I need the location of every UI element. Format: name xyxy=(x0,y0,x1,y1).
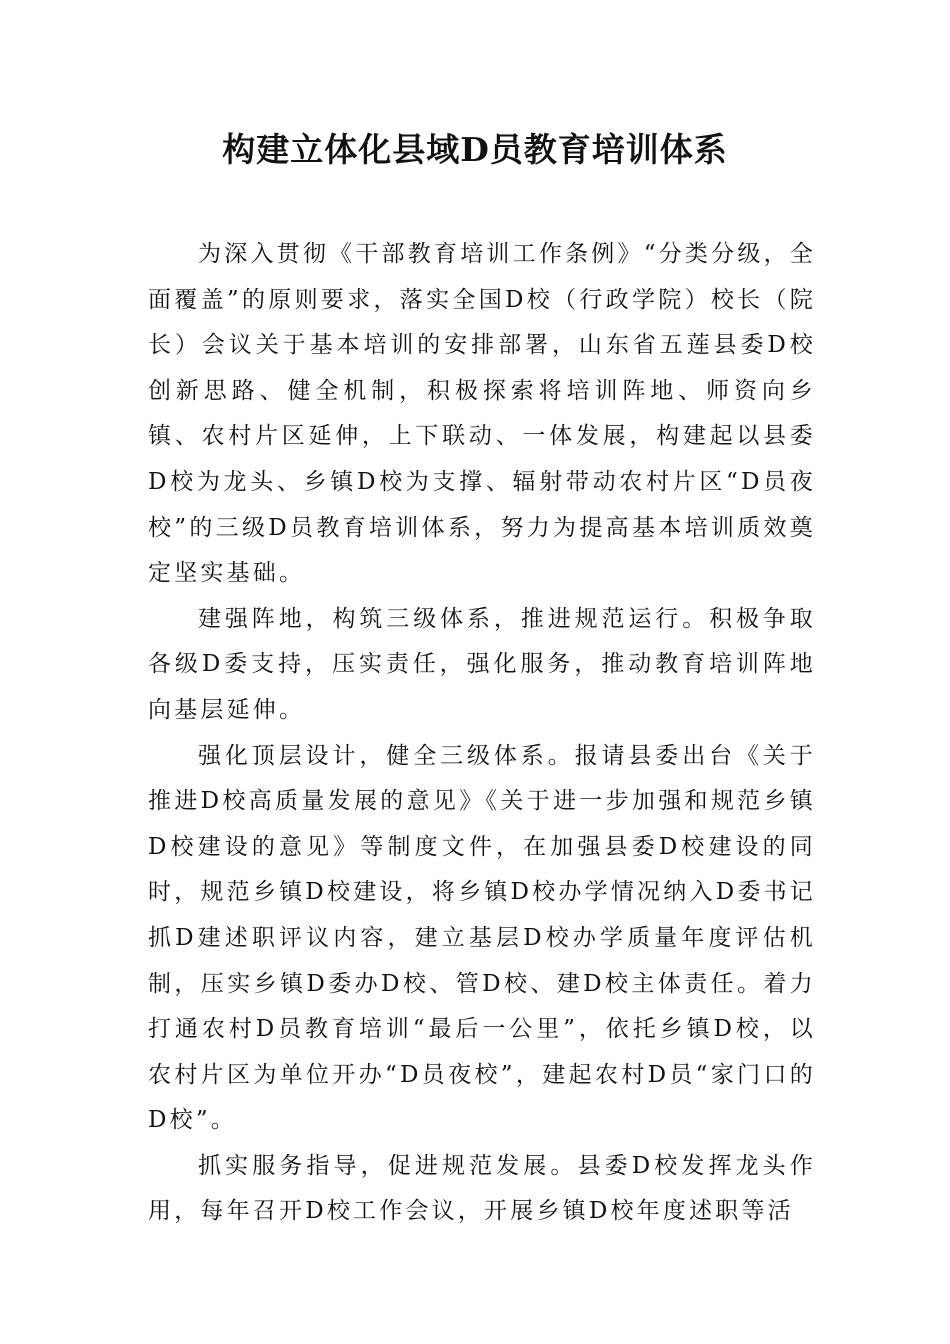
paragraph-section-heading: 建强阵地，构筑三级体系，推进规范运行。积极争取各级D委支持，压实责任，强化服务，推动教育培训阵地向基层延伸。 xyxy=(148,605,816,723)
paragraph-service-guidance: 抓实服务指导，促进规范发展。县委D校发挥龙头作用，每年召开D校工作会议，开展乡镇D校年度述职等活 xyxy=(148,1152,816,1225)
paragraph-intro: 为深入贯彻《干部教育培训工作条例》“分类分级，全面覆盖”的原则要求，落实全国D校（行政学院）校长（院长）会议关于基本培训的安排部署，山东省五莲县委D校创新思路、健全机制，积极探索将培训阵地、师资向乡镇、农村片区延伸，上下联动、一体发展，构建起以县委D校为龙头、乡镇D校为支撑、辐射带动农村片区“D员夜校”的三级D员教育培训体系，努力为提高基本培训质效奠定坚实基础。 xyxy=(148,241,816,587)
document-body xyxy=(148,232,816,1235)
paragraph-top-level-design: 强化顶层设计，健全三级体系。报请县委出台《关于推进D校高质量发展的意见》《关于进一步加强和规范乡镇D校建设的意见》等制度文件，在加强县委D校建设的同时，规范乡镇D校建设，将乡镇D校办学情况纳入D委书记抓D建述职评议内容，建立基层D校办学质量年度评估机制，压实乡镇D委办D校、管D校、建D校主体责任。着力打通农村D员教育培训“最后一公里”，依托乡镇D校，以农村片区为单位开办“D员夜校”，建起农村D员“家门口的D校”。 xyxy=(148,742,816,1134)
document-title: 构建立体化县域D员教育培训体系 xyxy=(222,130,728,169)
